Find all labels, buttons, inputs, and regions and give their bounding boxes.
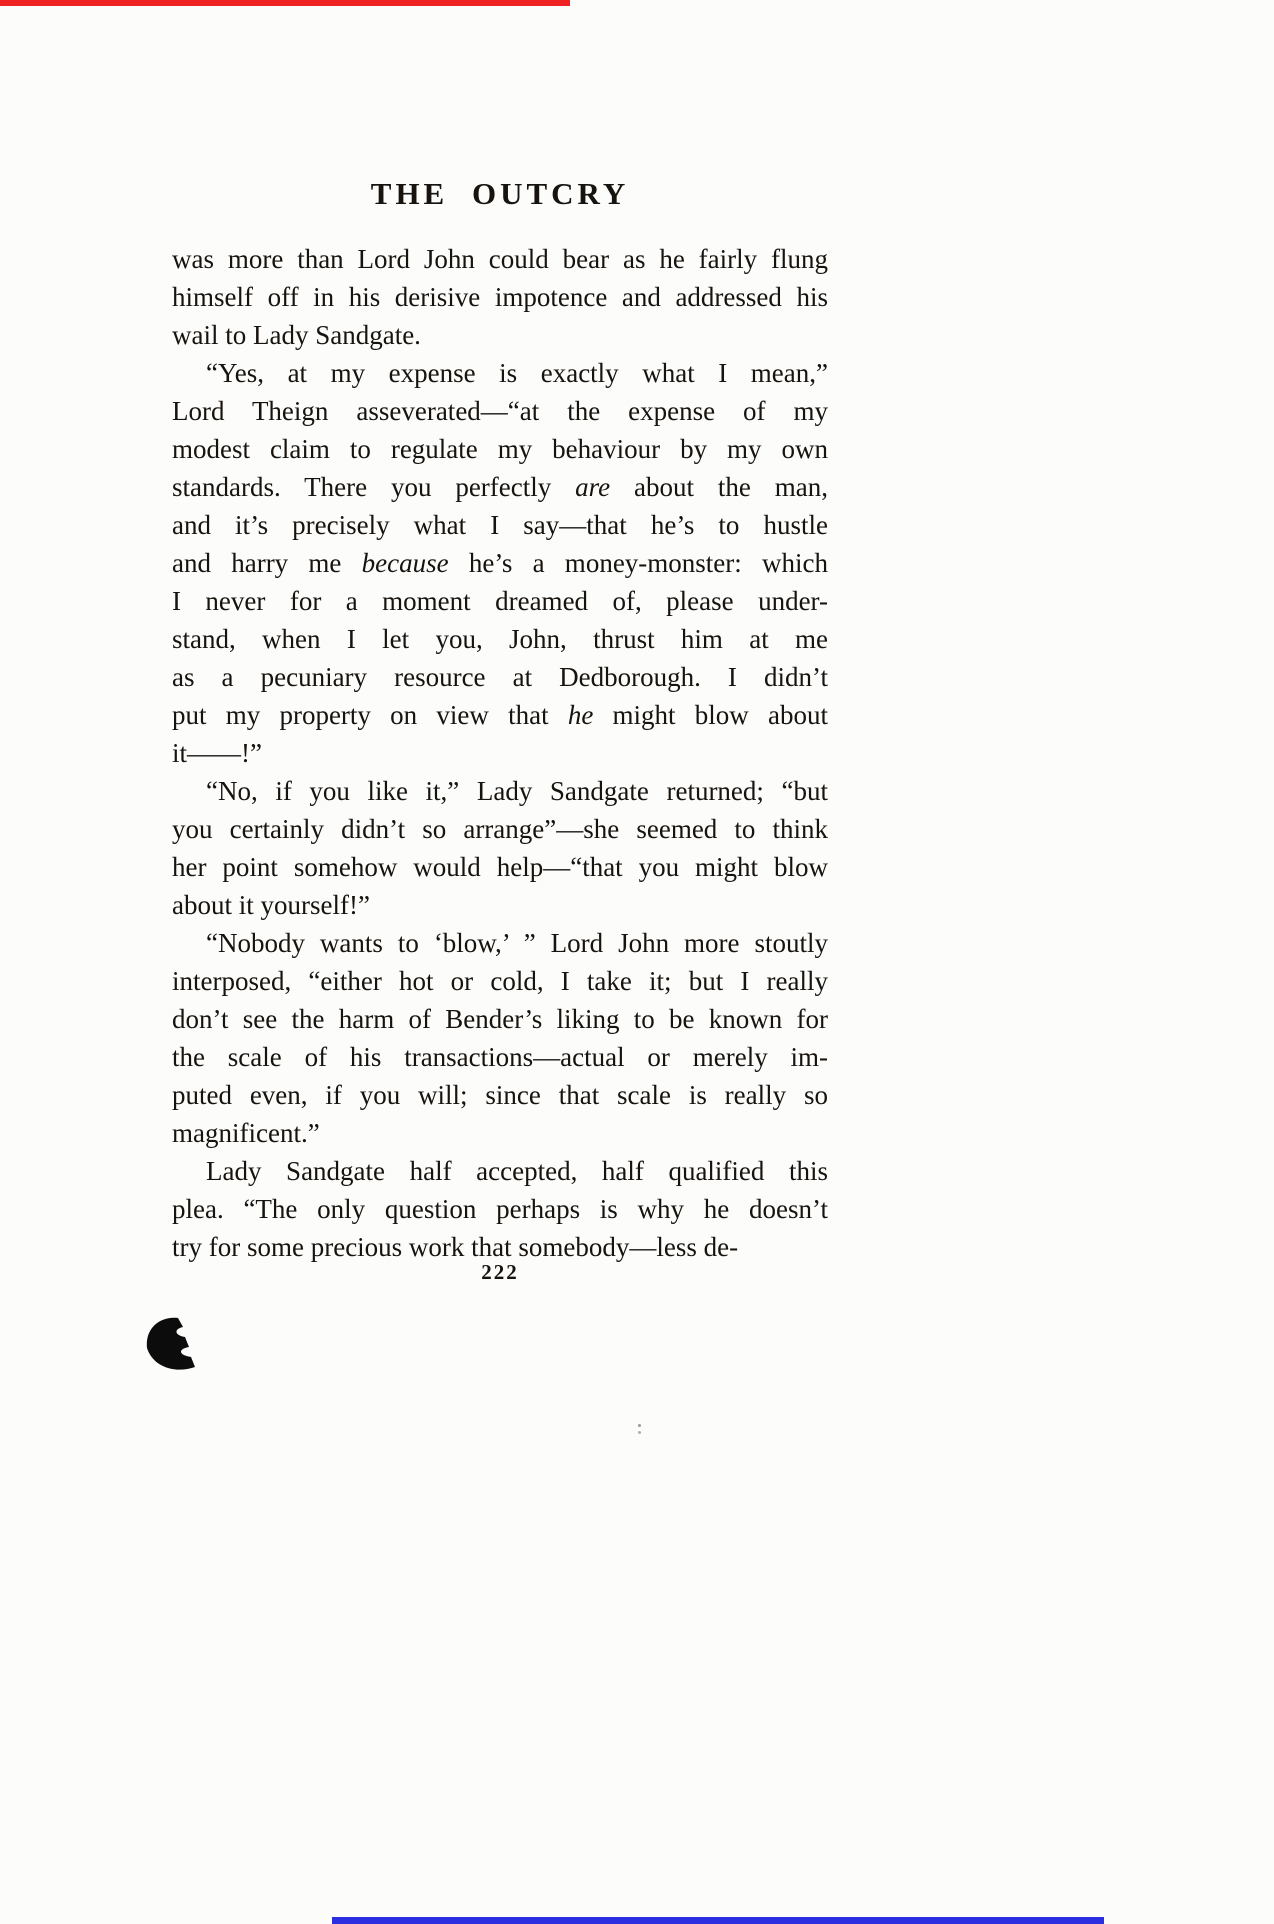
text-line: her point somehow would help—“that you might blow: [172, 852, 828, 882]
scan-speck: [638, 1424, 641, 1427]
text-line: and harry me because he’s a money-monster: which: [172, 548, 828, 578]
ink-blot: [145, 1314, 199, 1372]
paragraph: [172, 772, 828, 924]
text-line: don’t see the harm of Bender’s liking to be known for: [172, 1004, 828, 1034]
text-line: “No, if you like it,” Lady Sandgate returned; “but: [206, 776, 828, 806]
text-line: stand, when I let you, John, thrust him at me: [172, 624, 828, 654]
text-line: Lady Sandgate half accepted, half qualified this: [206, 1156, 828, 1186]
text-line: Lord Theign asseverated—“at the expense of my: [172, 396, 828, 426]
paragraph: [172, 354, 828, 772]
scan-artifact-bottom-edge: [332, 1917, 1104, 1924]
text-block: [172, 240, 828, 1266]
text-line: “Yes, at my expense is exactly what I mean,”: [206, 358, 828, 388]
text-line: modest claim to regulate my behaviour by my own: [172, 434, 828, 464]
text-line: and it’s precisely what I say—that he’s to hustle: [172, 510, 828, 540]
text-line: himself off in his derisive impotence and addressed his: [172, 282, 828, 312]
text-line: “Nobody wants to ‘blow,’ ” Lord John more stoutly: [206, 928, 828, 958]
paragraph: [172, 240, 828, 354]
text-line: try for some precious work that somebody—less de-: [172, 1232, 739, 1262]
text-line: about it yourself!”: [172, 890, 370, 920]
text-line: put my property on view that he might blow about: [172, 700, 828, 730]
text-line: plea. “The only question perhaps is why he doesn’t: [172, 1194, 828, 1224]
text-line: interposed, “either hot or cold, I take it; but I really: [172, 966, 828, 996]
text-line: as a pecuniary resource at Dedborough. I didn’t: [172, 662, 828, 692]
text-line: the scale of his transactions—actual or merely im-: [172, 1042, 828, 1072]
paragraph: [172, 1152, 828, 1266]
text-line: magnificent.”: [172, 1118, 320, 1148]
scan-artifact-top-edge: [0, 0, 570, 6]
page-header-title: THE OUTCRY: [370, 176, 630, 211]
text-line: I never for a moment dreamed of, please under-: [172, 586, 828, 616]
paragraph: [172, 924, 828, 1152]
text-line: wail to Lady Sandgate.: [172, 320, 421, 350]
page-number: 222: [481, 1260, 519, 1284]
text-line: you certainly didn’t so arrange”—she seemed to think: [172, 814, 828, 844]
text-line: standards. There you perfectly are about the man,: [172, 472, 828, 502]
text-line: puted even, if you will; since that scale is really so: [172, 1080, 828, 1110]
text-line: it——!”: [172, 738, 262, 768]
text-line: was more than Lord John could bear as he fairly flung: [172, 244, 828, 274]
ink-blot-shape: [145, 1314, 199, 1372]
